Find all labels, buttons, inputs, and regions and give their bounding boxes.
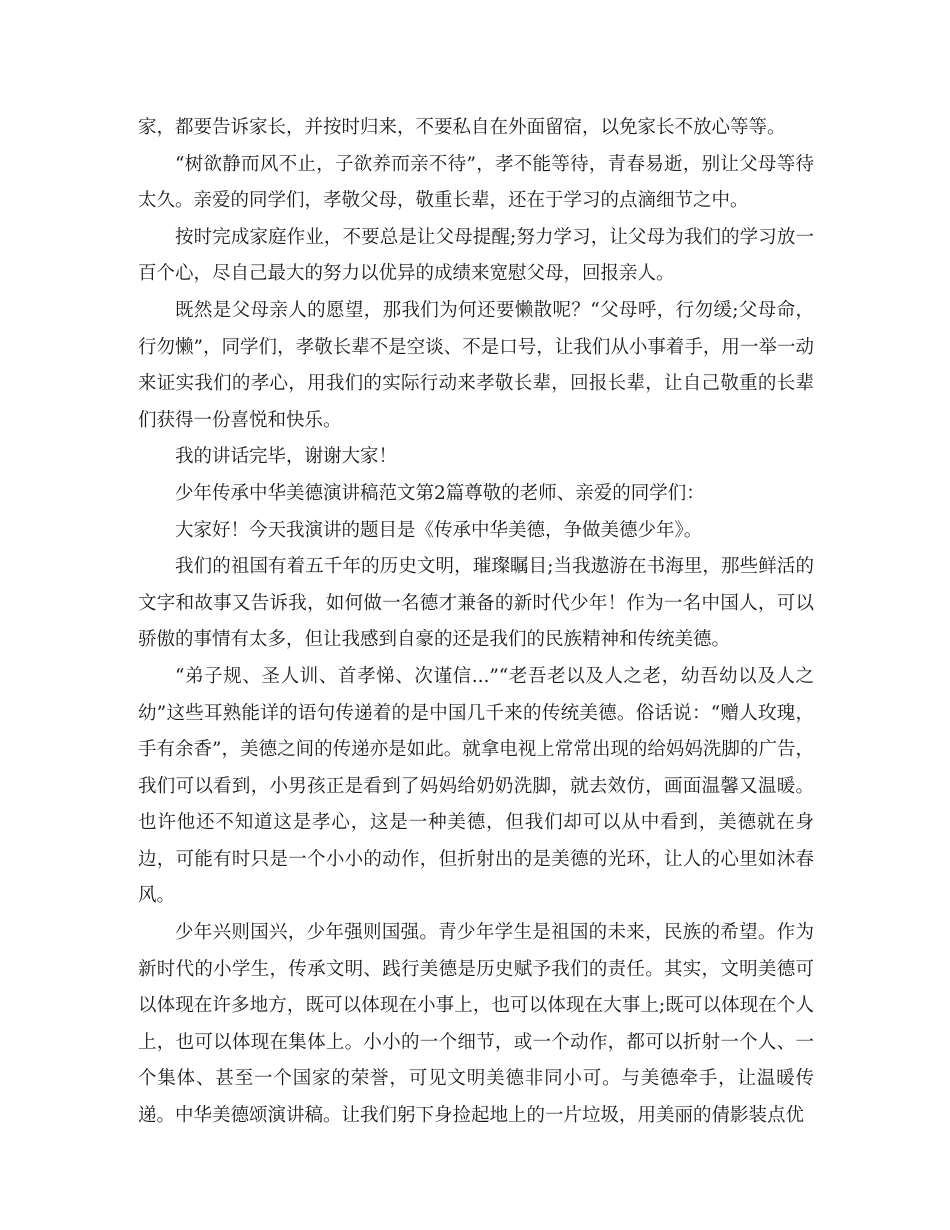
paragraph-1: 家，都要告诉家长，并按时归来，不要私自在外面留宿，以免家长不放心等等。 — [138, 117, 786, 138]
paragraph-4: 既然是父母亲人的愿望，那我们为何还要懒散呢？“父母呼，行勿缓;父母命，行勿懒”，同学们，孝敬长辈不是空谈、不是口号，让我们从小事着手，用一举一动来证实我们的孝心，用我们的实际行动来孝敬长辈，回报长辈，让自己敬重的长辈们获得一份喜悦和快乐。 — [138, 299, 814, 431]
paragraph-2: “树欲静而风不止，子欲养而亲不待”，孝不能等待，青春易逝，别让父母等待太久。亲爱的同学们，孝敬父母，敬重长辈，还在于学习的点滴细节之中。 — [138, 153, 814, 212]
paragraph-3: 按时完成家庭作业，不要总是让父母提醒;努力学习，让父母为我们的学习放一百个心，尽自己最大的努力以优异的成绩来宽慰父母，回报亲人。 — [138, 226, 814, 285]
paragraph-7: 大家好！今天我演讲的题目是《传承中华美德，争做美德少年》。 — [175, 519, 703, 541]
paragraph-8: 我们的祖国有着五千年的历史文明，璀璨瞩目;当我遨游在书海里，那些鲜活的文字和故事又告诉我，如何做一名德才兼备的新时代少年！作为一名中国人，可以骄傲的事情有太多，但让我感到自豪的还是我们的民族精神和传统美德。 — [138, 556, 814, 651]
paragraph-6: 少年传承中华美德演讲稿范文第2篇尊敬的老师、亲爱的同学们： — [175, 482, 705, 504]
document-page — [138, 110, 814, 1135]
paragraph-10: 少年兴则国兴，少年强则国强。青少年学生是祖国的未来，民族的希望。作为新时代的小学生，传承文明、践行美德是历史赋予我们的责任。其实，文明美德可以体现在许多地方，既可以体现在小事上，也可以体现在大事上;既可以体现在个人上，也可以体现在集体上。小小的一个细节，或一个动作，都可以折射一个人、一个集体、甚至一个国家的荣誉，可见文明美德非同小可。与美德牵手，让温暖传递。中华美德颂演讲稿。让我们躬下身捡起地上的一片垃圾，用美丽的倩影装点优 — [138, 922, 814, 1127]
paragraph-9: “弟子规、圣人训、首孝悌、次谨信...”“老吾老以及人之老，幼吾幼以及人之幼”这些耳熟能详的语句传递着的是中国几千来的传统美德。俗话说：“赠人玫瑰，手有余香”，美德之间的传递亦是如此。就拿电视上常常出现的给妈妈洗脚的广告，我们可以看到，小男孩正是看到了妈妈给奶奶洗脚，就去效仿，画面温馨又温暖。也许他还不知道这是孝心，这是一种美德，但我们却可以从中看到，美德就在身边，可能有时只是一个小小的动作，但折射出的是美德的光环，让人的心里如沐春风。 — [138, 665, 814, 907]
paragraph-5: 我的讲话完毕，谢谢大家！ — [175, 446, 398, 468]
